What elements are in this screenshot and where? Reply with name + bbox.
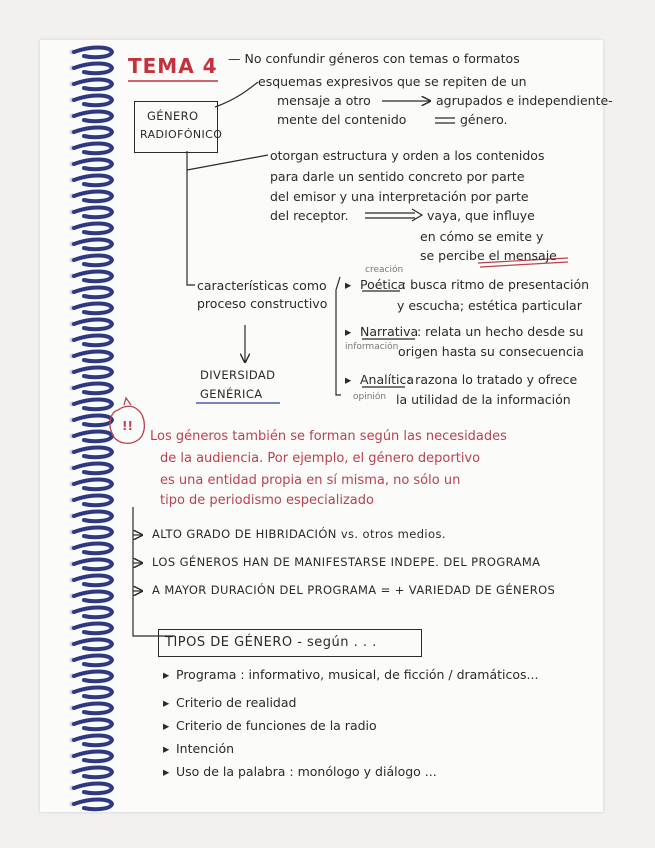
narrativa-bullet: ▸ <box>345 324 352 339</box>
function-line-1: otorgan estructura y orden a los contenidos <box>270 148 545 163</box>
types-bullet-4: ▸ <box>163 741 170 756</box>
narrativa-note: información <box>345 342 399 352</box>
analitica-line-1: : razona lo tratado y ofrece <box>407 372 578 387</box>
point-1: ALTO GRADO DE HIBRIDACIÓN vs. otros medios. <box>152 527 446 541</box>
type-item-2: Criterio de realidad <box>176 695 297 710</box>
function-line-5: en cómo se emite y <box>420 229 544 244</box>
topic-note: — No confundir géneros con temas o formatos <box>228 51 520 66</box>
function-line-2: para darle un sentido concreto por parte <box>270 169 525 184</box>
diversity-line-2: GENÉRICA <box>200 387 263 401</box>
analitica-bullet: ▸ <box>345 372 352 387</box>
poetica-term: Poética <box>360 277 406 292</box>
types-bullet-5: ▸ <box>163 764 170 779</box>
concept-line-1: GÉNERO <box>147 109 199 123</box>
poetica-line-1: : busca ritmo de presentación <box>402 277 590 292</box>
function-line-3: del emisor y una interpretación por parte <box>270 189 529 204</box>
analitica-line-2: la utilidad de la información <box>396 392 571 407</box>
definition-line-2b: agrupados e independiente- <box>436 93 613 108</box>
definition-line-3b: género. <box>460 112 508 127</box>
diversity-line-1: DIVERSIDAD <box>200 368 276 382</box>
type-item-1: Programa : informativo, musical, de ficción / dramáticos... <box>176 667 539 682</box>
note-line-2: de la audiencia. Por ejemplo, el género deportivo <box>160 451 481 466</box>
analitica-note: opinión <box>353 392 387 402</box>
analitica-term: Analítica <box>360 372 414 387</box>
function-line-4a: del receptor. <box>270 208 349 223</box>
definition-line-3a: mente del contenido <box>277 112 407 127</box>
definition-line-2a: mensaje a otro <box>277 93 371 108</box>
type-item-3: Criterio de funciones de la radio <box>176 718 377 733</box>
types-bullet-1: ▸ <box>163 667 170 682</box>
point-3: A MAYOR DURACIÓN DEL PROGRAMA = + VARIEDAD DE GÉNEROS <box>152 583 556 597</box>
poetica-note: creación <box>365 265 404 275</box>
characteristics-line-1: características como <box>197 278 327 293</box>
poetica-line-2: y escucha; estética particular <box>397 298 582 313</box>
types-heading: TIPOS DE GÉNERO - según . . . <box>165 635 377 650</box>
type-item-5: Uso de la palabra : monólogo y diálogo ... <box>176 764 437 779</box>
types-bullet-3: ▸ <box>163 718 170 733</box>
narrativa-line-1: : relata un hecho desde su <box>417 324 584 339</box>
narrativa-term: Narrativa <box>360 324 419 339</box>
note-line-4: tipo de periodismo especializado <box>160 493 374 508</box>
function-line-6: se percibe el mensaje <box>420 248 557 263</box>
poetica-bullet: ▸ <box>345 277 352 292</box>
characteristics-line-2: proceso constructivo <box>197 296 328 311</box>
type-item-4: Intención <box>176 741 235 756</box>
note-line-3: es una entidad propia en sí misma, no sólo un <box>160 473 461 488</box>
function-line-4b: vaya, que influye <box>427 208 535 223</box>
page-title: TEMA 4 <box>128 54 218 78</box>
note-line-1: Los géneros también se forman según las necesidades <box>150 429 507 444</box>
narrativa-line-2: origen hasta su consecuencia <box>398 344 584 359</box>
definition-line-1: esquemas expresivos que se repiten de un <box>258 74 527 89</box>
types-bullet-2: ▸ <box>163 695 170 710</box>
concept-line-2: RADIOFÓNICO <box>140 128 223 141</box>
alert-mark: !! <box>122 419 133 433</box>
point-2: LOS GÉNEROS HAN DE MANIFESTARSE INDEPE. DEL PROGRAMA <box>152 555 541 569</box>
